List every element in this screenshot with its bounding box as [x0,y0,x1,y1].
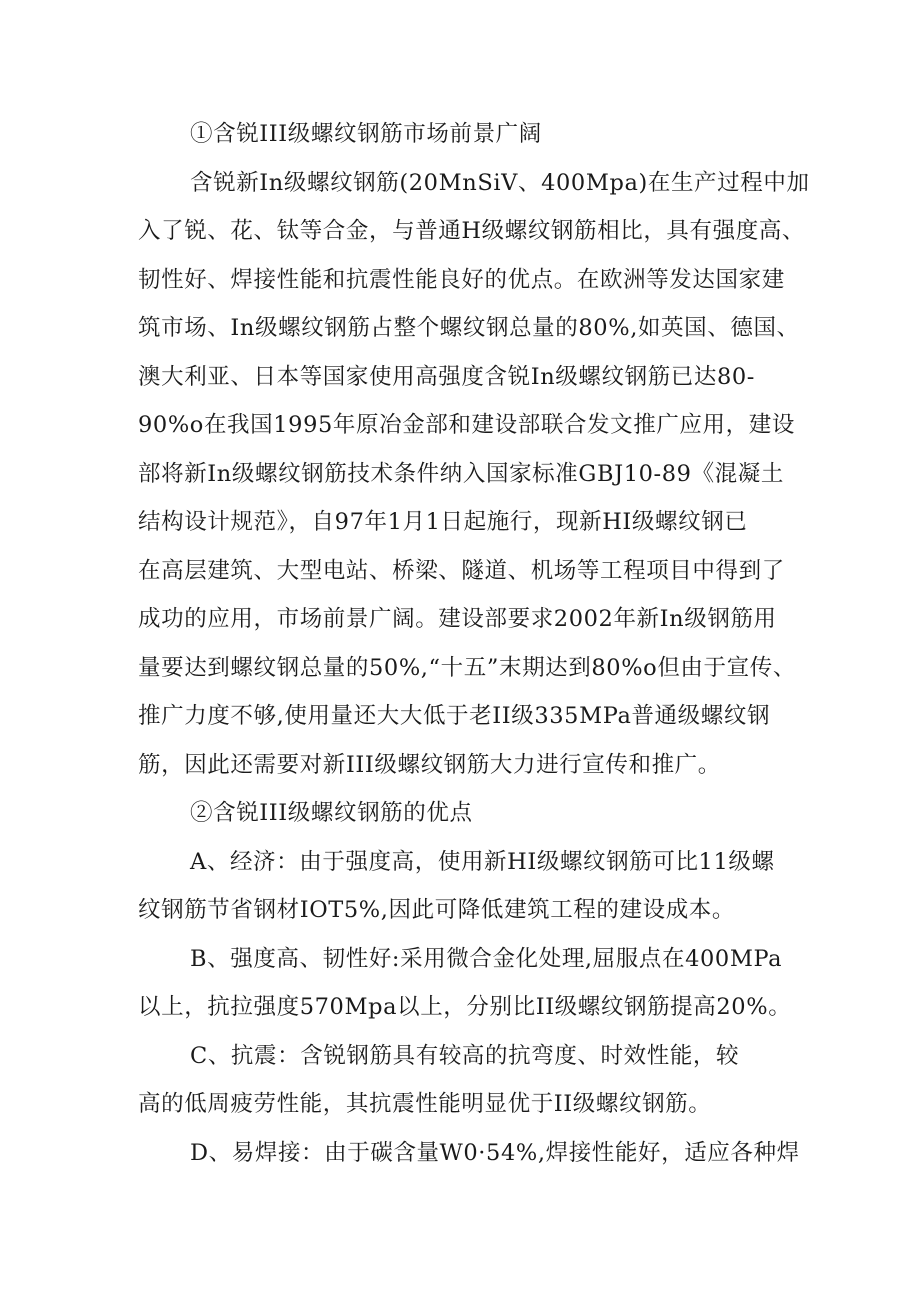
paragraph-line: 韧性好、焊接性能和抗震性能良好的优点。在欧洲等发达国家建 [138,266,785,293]
section-heading-advantages: ②含锐III级螺纹钢筋的优点 [190,800,473,826]
item-d-line: D、易焊接：由于碳含量W0·54%,焊接性能好，适应各种焊 [190,1139,800,1166]
paragraph-line: 成功的应用，市场前景广阔。建设部要求2002年新In级钢筋用 [138,606,777,632]
paragraph-line: 澳大利亚、日本等国家使用高强度含锐In级螺纹钢筋已达80- [138,363,756,390]
paragraph-line: 部将新In级螺纹钢筋技术条件纳入国家标准GBJ10-89《混凝土 [138,460,784,487]
item-a-line: 纹钢筋节省钢材IOT5%,因此可降低建筑工程的建设成本。 [138,897,735,923]
paragraph-line: 90%o在我国1995年原冶金部和建设部联合发文推广应用，建设 [138,412,795,438]
item-a-line: A、经济：由于强度高，使用新HI级螺纹钢筋可比11级螺 [190,848,775,875]
paragraph-line: 筑市场、In级螺纹钢筋占整个螺纹钢总量的80%,如英国、德国、 [138,315,800,341]
paragraph-line: 在高层建筑、大型电站、桥梁、隧道、机场等工程项目中得到了 [138,557,785,584]
item-c-line: 高的低周疲劳性能，其抗震性能明显优于II级螺纹钢筋。 [138,1091,712,1117]
paragraph-line: 结构设计规范》，自97年1月1日起施行，现新HI级螺纹钢已 [138,509,748,535]
paragraph-line: 入了锐、花、钛等合金，与普通H级螺纹钢筋相比，具有强度高、 [138,218,806,244]
paragraph-line: 量要达到螺纹钢总量的50%,“十五”末期达到80%o但由于宣传、 [138,654,796,681]
paragraph-line: 筋，因此还需要对新III级螺纹钢筋大力进行宣传和推广。 [138,751,721,778]
paragraph-line: 含锐新In级螺纹钢筋(20MnSiV、400Mpa)在生产过程中加 [190,169,810,196]
item-c-line: C、抗震：含锐钢筋具有较高的抗弯度、时效性能，较 [190,1042,740,1069]
item-b-line: B、强度高、韧性好:采用微合金化处理,屈服点在400MPa [190,945,783,972]
item-b-line: 以上，抗拉强度570Mpa以上，分别比II级螺纹钢筋提高20%。 [138,994,792,1020]
section-heading-market: ①含锐III级螺纹钢筋市场前景广阔 [190,121,542,147]
paragraph-line: 推广力度不够,使用量还大大低于老II级335MPa普通级螺纹钢 [138,703,771,729]
document-body [138,110,810,1177]
